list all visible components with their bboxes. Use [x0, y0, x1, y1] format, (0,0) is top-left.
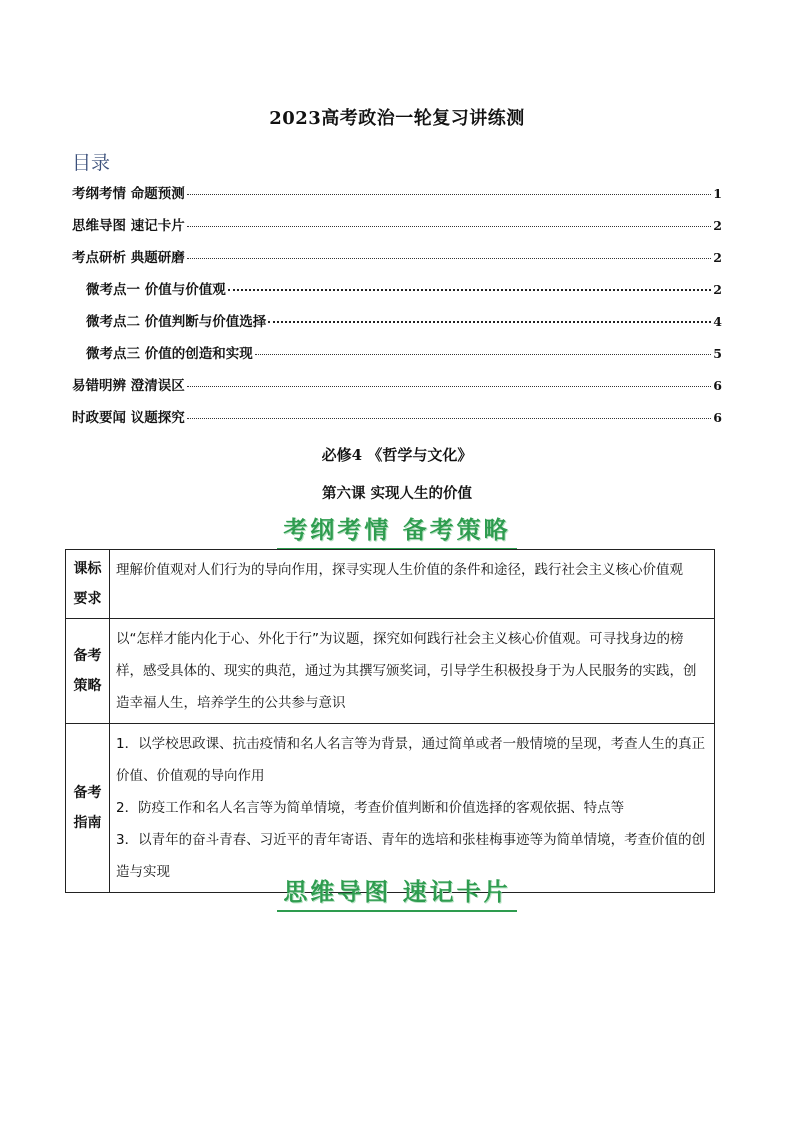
row-header: 课标要求 — [66, 550, 110, 619]
toc-entry[interactable] — [72, 374, 722, 406]
toc-entry-label: 考纲考情 命题预测 — [72, 186, 185, 202]
row-content — [110, 550, 715, 619]
toc-leader — [255, 353, 712, 355]
toc-entry-label: 易错明辨 澄清误区 — [72, 378, 185, 394]
toc-entry-label: 微考点二 价值判断与价值选择 — [86, 314, 267, 330]
toc-leader — [187, 385, 712, 387]
section-banner-text: 思维导图 速记卡片 — [277, 872, 516, 912]
toc-entry-label: 微考点一 价值与价值观 — [86, 282, 226, 298]
row-text: 理解价值观对人们行为的导向作用，探寻实现人生价值的条件和途径，践行社会主义核心价值观 — [116, 562, 683, 578]
section-banner-text: 考纲考情 备考策略 — [277, 510, 516, 550]
row-header: 备考策略 — [66, 619, 110, 724]
row-text: 以“怎样才能内化于心、外化于行”为议题，探究如何践行社会主义核心价值观。可寻找身边的榜样，感受具体的、现实的典范，通过为其撰写颁奖词，引导学生积极投身于为人民服务的实践，创造幸福人生，培养学生的公共参与意识 — [116, 631, 697, 711]
document-title: 2023高考政治一轮复习讲练测 — [269, 108, 525, 129]
toc-leader — [187, 417, 712, 419]
table-row — [66, 724, 715, 893]
table-row — [66, 619, 715, 724]
toc-entry-label: 时政要闻 议题探究 — [72, 410, 185, 426]
toc-entry-page: 5 — [713, 346, 722, 361]
toc-entry[interactable] — [72, 182, 722, 214]
toc-entry-page: 2 — [713, 218, 722, 233]
toc-heading: 目录 — [72, 152, 111, 174]
toc-leader — [228, 288, 712, 291]
toc-leader — [268, 320, 711, 323]
toc-entry[interactable] — [72, 310, 722, 342]
toc-leader — [187, 257, 712, 259]
toc-entry-label: 微考点三 价值的创造和实现 — [86, 346, 253, 362]
toc-entry-page: 6 — [713, 378, 722, 393]
toc-entry[interactable] — [72, 278, 722, 310]
toc-entry-label: 考点研析 典题研磨 — [72, 250, 185, 266]
row-text: 1．以学校思政课、抗击疫情和名人名言等为背景，通过简单或者一般情境的呈现，考查人生的真正价值、价值观的导向作用 — [116, 736, 706, 784]
module-title: 必修4 《哲学与文化》 — [321, 446, 473, 464]
toc-entry-page: 4 — [713, 314, 722, 329]
table-of-contents — [72, 182, 722, 438]
toc-entry[interactable] — [72, 406, 722, 438]
toc-entry[interactable] — [72, 246, 722, 278]
row-content — [110, 619, 715, 724]
toc-entry[interactable] — [72, 214, 722, 246]
toc-leader — [187, 193, 712, 195]
row-header: 备考指南 — [66, 724, 110, 893]
toc-entry[interactable] — [72, 342, 722, 374]
toc-entry-page: 2 — [713, 250, 722, 265]
row-content — [110, 724, 715, 893]
lesson-title: 第六课 实现人生的价值 — [321, 485, 473, 502]
toc-entry-label: 思维导图 速记卡片 — [72, 218, 185, 234]
row-text: 3．以青年的奋斗青春、习近平的青年寄语、青年的选培和张桂梅事迹等为简单情境，考查价值的创造与实现 — [116, 832, 706, 880]
exam-info-table — [65, 549, 715, 893]
toc-leader — [187, 225, 712, 227]
section-banner-exam — [0, 510, 794, 550]
section-banner-mindmap — [0, 872, 794, 912]
table-row — [66, 550, 715, 619]
toc-entry-page: 2 — [713, 282, 722, 297]
row-text: 2．防疫工作和名人名言等为简单情境，考查价值判断和价值选择的客观依据、特点等 — [116, 800, 625, 816]
toc-entry-page: 6 — [713, 410, 722, 425]
toc-entry-page: 1 — [713, 186, 722, 201]
